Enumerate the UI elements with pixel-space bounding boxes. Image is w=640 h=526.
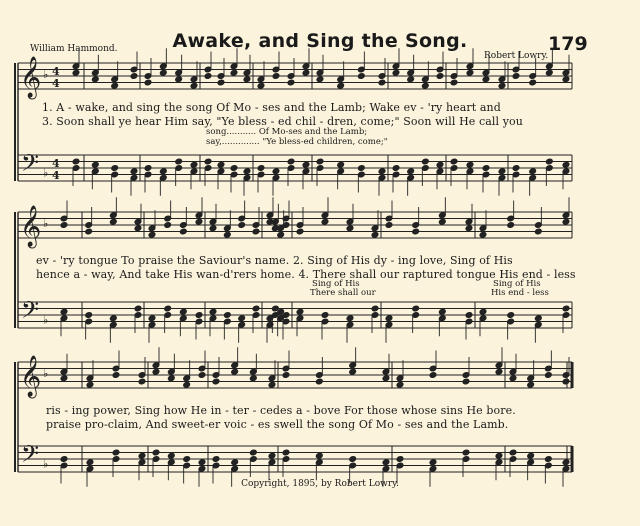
note-head bbox=[562, 459, 570, 466]
note-head bbox=[422, 158, 430, 165]
note-head bbox=[287, 158, 295, 165]
note-head bbox=[238, 222, 246, 229]
lyrics-verse-1-line-3: ris - ing power, Sing how He in - ter - cedes a - bove For those whose sins He bore. bbox=[46, 404, 516, 417]
note-head bbox=[546, 69, 554, 76]
treble-clef: 𝄞 bbox=[20, 206, 42, 247]
lyrics-verse-3-line-3: praise pro-claim, And sweet-er voic - es swell the song Of Mo - ses and the Lamb. bbox=[46, 418, 509, 431]
note-head bbox=[371, 305, 379, 312]
note-head bbox=[92, 161, 100, 168]
time-signature: 4 bbox=[52, 77, 60, 90]
bass-clef: 𝄢 bbox=[21, 440, 40, 473]
note-head bbox=[230, 165, 238, 172]
note-head bbox=[527, 452, 535, 459]
note-head bbox=[378, 168, 386, 175]
note-head bbox=[268, 452, 276, 459]
note-head bbox=[160, 69, 168, 76]
note-head bbox=[498, 82, 506, 89]
note-head bbox=[562, 76, 570, 83]
lyrics-sub-5: Sing of His bbox=[493, 279, 541, 289]
note-head bbox=[86, 459, 94, 466]
note-head bbox=[507, 222, 515, 229]
note-head bbox=[130, 73, 138, 80]
note-head bbox=[396, 381, 404, 388]
note-head bbox=[168, 452, 176, 459]
note-head bbox=[382, 459, 390, 466]
note-head bbox=[407, 168, 415, 175]
lyrics-sub-2: say,.............. "Ye bless-ed children, come;" bbox=[206, 137, 388, 147]
note-head bbox=[507, 312, 515, 319]
lyrics-sub-4: There shall our bbox=[310, 288, 376, 298]
note-head bbox=[60, 222, 68, 229]
note-head bbox=[450, 158, 458, 165]
note-head bbox=[562, 218, 570, 225]
note-head bbox=[243, 168, 251, 175]
note-head bbox=[392, 165, 400, 172]
bass-clef: 𝄢 bbox=[21, 149, 40, 182]
note-head bbox=[138, 452, 146, 459]
note-head bbox=[385, 315, 393, 322]
note-head bbox=[277, 231, 285, 238]
note-head bbox=[302, 69, 310, 76]
note-head bbox=[180, 228, 188, 235]
note-head bbox=[257, 82, 265, 89]
flat-sign: ♭ bbox=[43, 166, 49, 180]
note-head bbox=[198, 459, 206, 466]
note-head bbox=[527, 381, 535, 388]
note-head bbox=[346, 315, 354, 322]
note-head bbox=[250, 449, 258, 456]
note-head bbox=[407, 76, 415, 83]
note-head bbox=[252, 305, 260, 312]
note-head bbox=[272, 168, 280, 175]
note-head bbox=[482, 76, 490, 83]
note-head bbox=[175, 76, 183, 83]
note-head bbox=[252, 228, 260, 235]
note-head bbox=[243, 76, 251, 83]
note-head bbox=[190, 82, 198, 89]
note-head bbox=[465, 312, 473, 319]
note-head bbox=[198, 372, 206, 379]
note-head bbox=[349, 456, 357, 463]
note-head bbox=[321, 312, 329, 319]
note-head bbox=[160, 168, 168, 175]
note-head bbox=[512, 165, 520, 172]
bass-clef: 𝄢 bbox=[21, 296, 40, 329]
note-head bbox=[321, 218, 329, 225]
note-head bbox=[337, 161, 345, 168]
note-head bbox=[144, 79, 152, 86]
note-head bbox=[302, 161, 310, 168]
note-head bbox=[358, 73, 366, 80]
note-head bbox=[546, 158, 554, 165]
note-head bbox=[183, 456, 191, 463]
note-head bbox=[495, 368, 503, 375]
note-head bbox=[152, 449, 160, 456]
note-head bbox=[545, 456, 553, 463]
note-head bbox=[465, 225, 473, 232]
note-head bbox=[462, 449, 470, 456]
note-head bbox=[439, 218, 447, 225]
note-head bbox=[164, 222, 172, 229]
note-head bbox=[148, 315, 156, 322]
note-head bbox=[316, 76, 324, 83]
lyrics-sub-3: Sing of His bbox=[312, 279, 360, 289]
note-head bbox=[230, 69, 238, 76]
hymn-title: Awake, and Sing the Song. bbox=[172, 30, 468, 52]
note-head bbox=[204, 73, 212, 80]
note-head bbox=[282, 449, 290, 456]
note-head bbox=[316, 452, 324, 459]
note-head bbox=[462, 378, 470, 385]
note-head bbox=[231, 459, 239, 466]
note-head bbox=[396, 456, 404, 463]
note-head bbox=[422, 82, 430, 89]
lyrics-sub-1: song........... Of Mo-ses and the Lamb; bbox=[206, 127, 368, 137]
note-head bbox=[110, 218, 118, 225]
note-head bbox=[535, 228, 543, 235]
note-head bbox=[231, 368, 239, 375]
note-head bbox=[358, 165, 366, 172]
note-head bbox=[268, 381, 276, 388]
flat-sign: ♭ bbox=[43, 68, 49, 81]
note-head bbox=[224, 231, 232, 238]
note-head bbox=[412, 228, 420, 235]
time-signature: 4 bbox=[52, 157, 60, 170]
treble-clef: 𝄞 bbox=[20, 356, 42, 397]
note-head bbox=[371, 231, 379, 238]
note-head bbox=[337, 82, 345, 89]
note-head bbox=[164, 305, 172, 312]
note-head bbox=[272, 73, 280, 80]
note-head bbox=[148, 231, 156, 238]
note-head bbox=[204, 158, 212, 165]
note-head bbox=[429, 459, 437, 466]
note-head bbox=[180, 308, 188, 315]
note-head bbox=[112, 449, 120, 456]
lyrics-verse-3-line-1: 3. Soon shall ye hear Him say, "Ye bless - ed chil - dren, come;" Soon will He call you bbox=[42, 115, 523, 128]
note-head bbox=[385, 222, 393, 229]
note-head bbox=[92, 76, 100, 83]
note-head bbox=[296, 308, 304, 315]
note-head bbox=[495, 452, 503, 459]
note-head bbox=[212, 456, 220, 463]
note-head bbox=[60, 375, 68, 382]
lyrics-verse-1-line-1: 1. A - wake, and sing the song Of Mo - ses and the Lamb; Wake ev - 'ry heart and bbox=[42, 101, 501, 114]
note-head bbox=[479, 231, 487, 238]
author-credit: William Hammond. bbox=[30, 44, 118, 54]
note-head bbox=[209, 225, 217, 232]
flat-sign: ♭ bbox=[43, 367, 49, 380]
note-head bbox=[85, 228, 93, 235]
note-head bbox=[110, 315, 118, 322]
note-head bbox=[439, 308, 447, 315]
note-head bbox=[316, 378, 324, 385]
note-head bbox=[72, 158, 80, 165]
note-head bbox=[152, 368, 160, 375]
note-head bbox=[111, 165, 119, 172]
note-head bbox=[349, 368, 357, 375]
note-head bbox=[86, 381, 94, 388]
note-head bbox=[190, 161, 198, 168]
lyrics-sub-6: His end - less bbox=[491, 288, 549, 298]
note-head bbox=[195, 312, 203, 319]
flat-sign: ♭ bbox=[43, 313, 49, 327]
note-head bbox=[562, 305, 570, 312]
note-head bbox=[436, 73, 444, 80]
note-head bbox=[545, 372, 553, 379]
note-head bbox=[183, 381, 191, 388]
note-head bbox=[138, 378, 146, 385]
note-head bbox=[479, 308, 487, 315]
note-head bbox=[529, 79, 537, 86]
time-signature: 4 bbox=[52, 65, 60, 78]
note-head bbox=[60, 308, 68, 315]
time-signature: 4 bbox=[52, 169, 60, 182]
note-head bbox=[466, 161, 474, 168]
note-head bbox=[436, 161, 444, 168]
note-head bbox=[134, 305, 142, 312]
note-head bbox=[509, 449, 517, 456]
lyrics-verse-3-line-2: hence a - way, And take His wan-d'rers home. 4. There shall our raptured tongue His end - less bbox=[36, 268, 576, 281]
lyrics-verse-1-line-2: ev - 'ry tongue To praise the Saviour's name. 2. Sing of His dy - ing love, Sing of His bbox=[36, 254, 513, 267]
note-head bbox=[217, 79, 225, 86]
note-head bbox=[72, 69, 80, 76]
note-head bbox=[212, 378, 220, 385]
note-head bbox=[346, 225, 354, 232]
note-head bbox=[112, 372, 120, 379]
note-head bbox=[144, 165, 152, 172]
note-head bbox=[412, 305, 420, 312]
note-head bbox=[392, 69, 400, 76]
composer-credit: Robert Lowry. bbox=[484, 51, 549, 61]
note-head bbox=[296, 228, 304, 235]
note-head bbox=[378, 79, 386, 86]
note-head bbox=[382, 375, 390, 382]
note-head bbox=[85, 312, 93, 319]
note-head bbox=[562, 161, 570, 168]
note-head bbox=[111, 82, 119, 89]
note-head bbox=[450, 79, 458, 86]
note-head bbox=[209, 308, 217, 315]
note-head bbox=[130, 168, 138, 175]
note-head bbox=[509, 375, 517, 382]
note-head bbox=[195, 218, 203, 225]
note-head bbox=[217, 161, 225, 168]
note-head bbox=[238, 315, 246, 322]
note-head bbox=[224, 312, 232, 319]
flat-sign: ♭ bbox=[43, 457, 49, 471]
treble-clef: 𝄞 bbox=[20, 57, 42, 98]
note-head bbox=[168, 375, 176, 382]
page-number: 179 bbox=[548, 33, 588, 55]
note-head bbox=[60, 456, 68, 463]
note-head bbox=[482, 165, 490, 172]
flat-sign: ♭ bbox=[43, 217, 49, 230]
note-head bbox=[535, 315, 543, 322]
copyright-notice: Copyright, 1895, by Robert Lowry. bbox=[241, 479, 399, 489]
note-head bbox=[562, 378, 570, 385]
note-head bbox=[134, 225, 142, 232]
note-head bbox=[512, 73, 520, 80]
note-head bbox=[257, 165, 265, 172]
note-head bbox=[250, 375, 258, 382]
note-head bbox=[175, 158, 183, 165]
note-head bbox=[529, 168, 537, 175]
note-head bbox=[498, 168, 506, 175]
note-head bbox=[282, 372, 290, 379]
note-head bbox=[287, 79, 295, 86]
note-head bbox=[429, 372, 437, 379]
note-head bbox=[466, 69, 474, 76]
note-head bbox=[316, 158, 324, 165]
